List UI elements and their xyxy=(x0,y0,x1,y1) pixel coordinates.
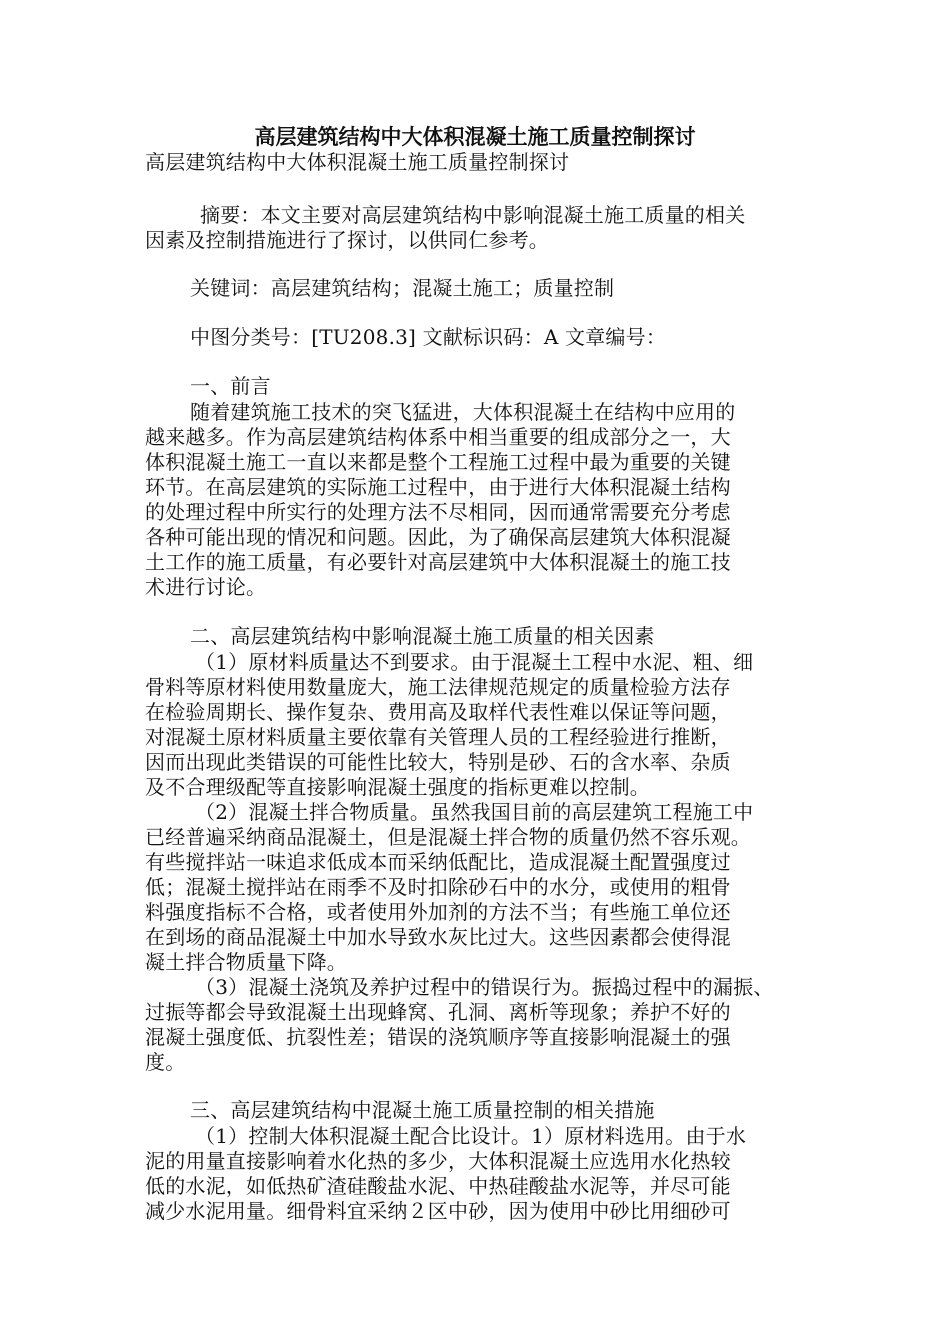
paragraph-line: 及不合理级配等直接影响混凝土强度的指标更难以控制。 xyxy=(145,775,650,799)
abstract-line: 因素及控制措施进行了探讨，以供同仁参考。 xyxy=(145,228,549,252)
document-subtitle: 高层建筑结构中大体积混凝土施工质量控制探讨 xyxy=(145,150,570,174)
paragraph-line: 已经普遍采纳商品混凝土，但是混凝土拌合物的质量仍然不容乐观。 xyxy=(145,825,751,849)
paragraph-line: 在检验周期长、操作复杂、费用高及取样代表性难以保证等问题， xyxy=(145,700,731,724)
paragraph-line: 过振等都会导致混凝土出现蜂窝、孔洞、离析等现象；养护不好的 xyxy=(145,1000,731,1024)
paragraph-line: 术进行讨论。 xyxy=(145,575,267,599)
paragraph-line: 有些搅拌站一味追求低成本而采纳低配比，造成混凝土配置强度过 xyxy=(145,850,731,874)
paragraph-line: 骨料等原材料使用数量庞大，施工法律规范规定的质量检验方法存 xyxy=(145,675,731,699)
classification: 中图分类号：[TU208.3] 文献标识码：A 文章编号： xyxy=(190,325,667,349)
paragraph-line: 凝土拌合物质量下降。 xyxy=(145,950,347,974)
section-heading: 一、前言 xyxy=(190,374,271,398)
paragraph-line: 越来越多。作为高层建筑结构体系中相当重要的组成部分之一，大 xyxy=(145,425,731,449)
paragraph-line: 低的水泥，如低热矿渣硅酸盐水泥、中热硅酸盐水泥等，并尽可能 xyxy=(145,1174,731,1198)
abstract-line: 摘要：本文主要对高层建筑结构中影响混凝土施工质量的相关 xyxy=(200,203,746,227)
paragraph-line: 在到场的商品混凝土中加水导致水灰比过大。这些因素都会使得混 xyxy=(145,925,731,949)
paragraph-line: （2）混凝土拌合物质量。虽然我国目前的高层建筑工程施工中 xyxy=(195,800,754,824)
paragraph-line: （1）原材料质量达不到要求。由于混凝土工程中水泥、粗、细 xyxy=(195,650,754,674)
paragraph-line: 料强度指标不合格，或者使用外加剂的方法不当；有些施工单位还 xyxy=(145,900,731,924)
paragraph-line: 对混凝土原材料质量主要依靠有关管理人员的工程经验进行推断， xyxy=(145,725,731,749)
paragraph-line: 环节。在高层建筑的实际施工过程中，由于进行大体积混凝土结构 xyxy=(145,475,731,499)
paragraph-line: 低；混凝土搅拌站在雨季不及时扣除砂石中的水分，或使用的粗骨 xyxy=(145,875,731,899)
paragraph-line: （1）控制大体积混凝土配合比设计。1）原材料选用。由于水 xyxy=(195,1124,747,1148)
keywords: 关键词：高层建筑结构；混凝土施工；质量控制 xyxy=(190,276,615,300)
paragraph-line: 混凝土强度低、抗裂性差；错误的浇筑顺序等直接影响混凝土的强 xyxy=(145,1025,731,1049)
paragraph-line: （3）混凝土浇筑及养护过程中的错误行为。振捣过程中的漏振、 xyxy=(195,975,774,999)
paragraph-line: 泥的用量直接影响着水化热的多少，大体积混凝土应选用水化热较 xyxy=(145,1149,731,1173)
paragraph-line: 减少水泥用量。细骨料宜采纳２区中砂，因为使用中砂比用细砂可 xyxy=(145,1199,731,1223)
section-heading: 二、高层建筑结构中影响混凝土施工质量的相关因素 xyxy=(190,624,655,648)
section-heading: 三、高层建筑结构中混凝土施工质量控制的相关措施 xyxy=(190,1098,655,1122)
paragraph-line: 度。 xyxy=(145,1050,186,1074)
paragraph-line: 体积混凝土施工一直以来都是整个工程施工过程中最为重要的关键 xyxy=(145,450,731,474)
paragraph-line: 各种可能出现的情况和问题。因此，为了确保高层建筑大体积混凝 xyxy=(145,525,731,549)
paragraph-line: 因而出现此类错误的可能性比较大，特别是砂、石的含水率、杂质 xyxy=(145,750,731,774)
document-title: 高层建筑结构中大体积混凝土施工质量控制探讨 xyxy=(254,124,696,149)
paragraph-line: 随着建筑施工技术的突飞猛进，大体积混凝土在结构中应用的 xyxy=(190,400,736,424)
paragraph-line: 土工作的施工质量，有必要针对高层建筑中大体积混凝土的施工技 xyxy=(145,550,731,574)
paragraph-line: 的处理过程中所实行的处理方法不尽相同，因而通常需要充分考虑 xyxy=(145,500,731,524)
